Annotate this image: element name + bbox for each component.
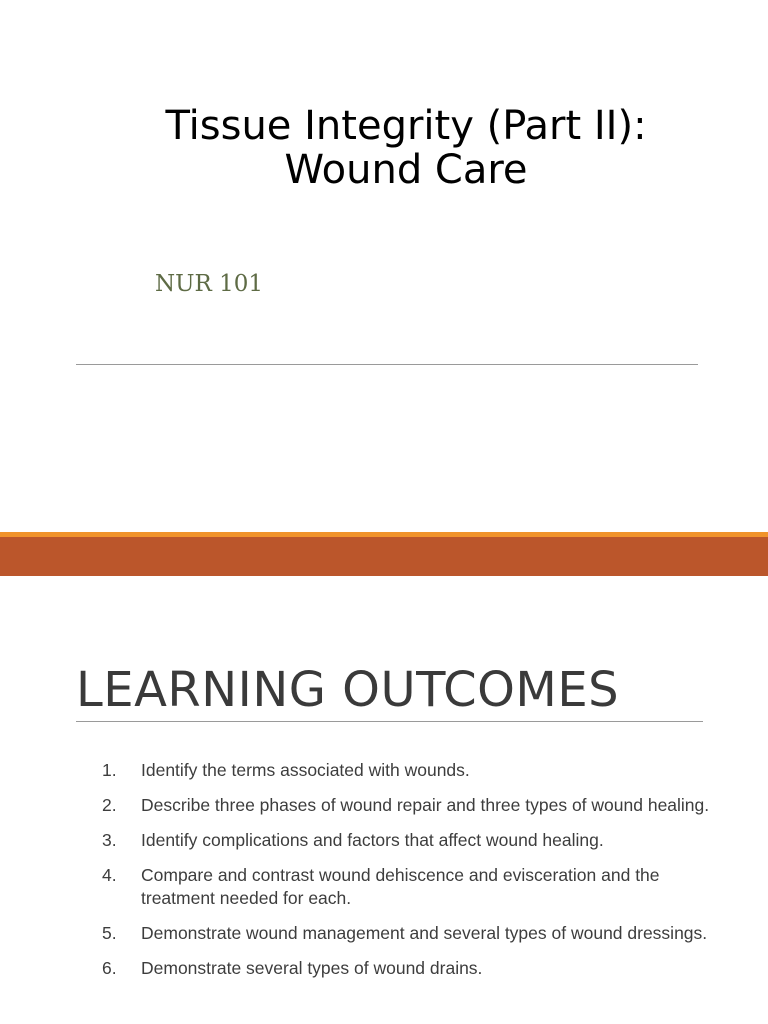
outcome-item-3 xyxy=(96,829,736,852)
outcome-item-4 xyxy=(96,864,736,910)
outcome-item-5 xyxy=(96,922,736,945)
outcome-text: Demonstrate several types of wound drains. xyxy=(141,958,483,978)
slide-separator-band xyxy=(0,537,768,576)
outcome-text: Describe three phases of wound repair and three types of wound healing. xyxy=(141,795,710,815)
slide-title-line-1: Tissue Integrity (Part II): xyxy=(165,103,647,149)
outcome-number: 1. xyxy=(102,760,117,780)
outcomes-list xyxy=(96,759,736,992)
outcomes-heading: LEARNING OUTCOMES xyxy=(76,662,620,718)
outcome-item-2 xyxy=(96,794,736,817)
slide-title xyxy=(76,104,736,192)
outcome-text: Identify complications and factors that affect wound healing. xyxy=(141,830,604,850)
outcomes-slide xyxy=(0,576,768,1024)
heading-divider xyxy=(76,721,703,722)
slide-title-line-2: Wound Care xyxy=(284,147,528,193)
outcome-text: Compare and contrast wound dehiscence and evisceration and the treatment needed for each. xyxy=(141,865,660,908)
course-code: NUR 101 xyxy=(155,271,264,297)
outcome-number: 4. xyxy=(102,865,117,885)
outcome-text: Demonstrate wound management and several types of wound dressings. xyxy=(141,923,708,943)
outcome-number: 6. xyxy=(102,958,117,978)
outcome-text: Identify the terms associated with wounds. xyxy=(141,760,470,780)
outcome-number: 5. xyxy=(102,923,117,943)
outcome-item-6 xyxy=(96,957,736,980)
outcome-number: 3. xyxy=(102,830,117,850)
outcome-item-1 xyxy=(96,759,736,782)
title-divider xyxy=(76,364,698,365)
outcome-number: 2. xyxy=(102,795,117,815)
